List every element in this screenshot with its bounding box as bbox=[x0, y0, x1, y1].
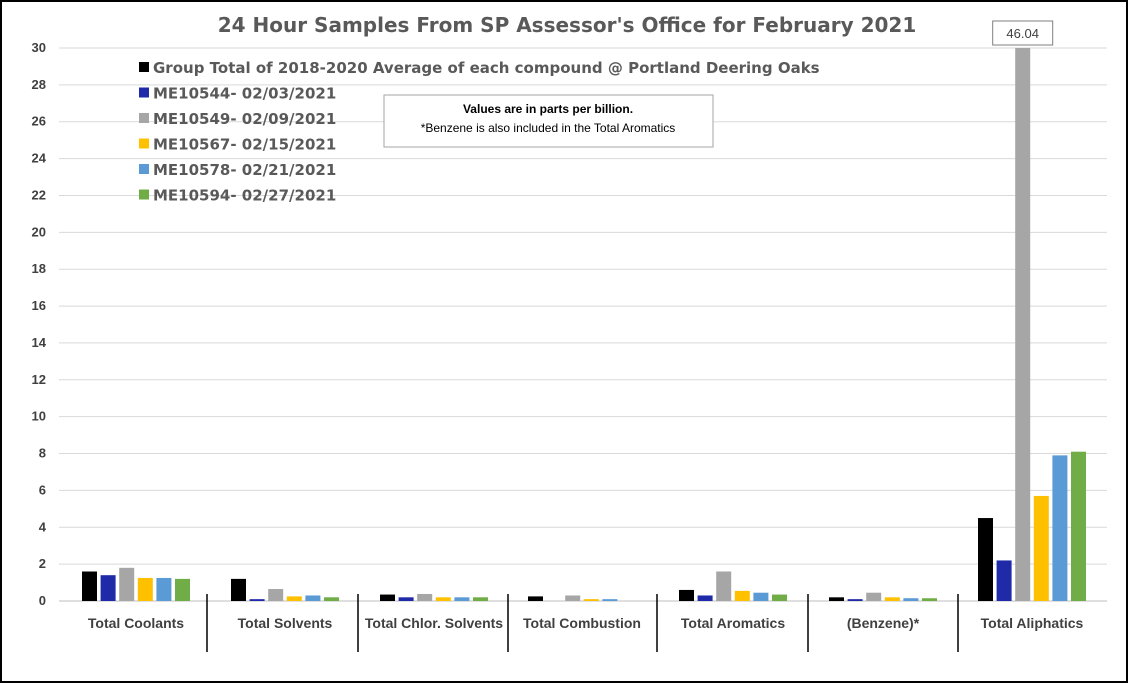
bar bbox=[399, 597, 414, 601]
legend-entry: ME10594- 02/27/2021 bbox=[153, 186, 337, 205]
y-tick-label: 12 bbox=[31, 371, 46, 387]
bar bbox=[885, 597, 900, 601]
bar bbox=[698, 595, 713, 601]
annotation-line-2: *Benzene is also included in the Total Aromatics bbox=[420, 121, 676, 135]
bar bbox=[175, 579, 190, 601]
y-tick-label: 28 bbox=[31, 76, 46, 92]
annotation-line-1: Values are in parts per billion. bbox=[462, 102, 634, 116]
legend-swatch bbox=[139, 164, 149, 174]
bar bbox=[565, 595, 580, 601]
y-tick-label: 8 bbox=[38, 445, 46, 461]
bar bbox=[584, 599, 599, 601]
bar bbox=[305, 595, 320, 601]
bar bbox=[417, 594, 432, 601]
bar bbox=[82, 572, 97, 601]
bar bbox=[716, 572, 731, 601]
legend-swatch bbox=[139, 88, 149, 98]
bar bbox=[528, 596, 543, 601]
x-tick-label: (Benzene)* bbox=[846, 615, 920, 631]
legend-swatch bbox=[139, 190, 149, 200]
bar bbox=[436, 597, 451, 601]
y-axis-ticks bbox=[32, 40, 47, 608]
bar bbox=[380, 595, 395, 601]
bar bbox=[324, 597, 339, 601]
bar bbox=[454, 597, 469, 601]
x-tick-label: Total Aromatics bbox=[680, 615, 786, 631]
legend-entry: ME10549- 02/09/2021 bbox=[153, 110, 337, 128]
y-tick-label: 26 bbox=[31, 113, 46, 129]
bar bbox=[829, 597, 844, 601]
x-tick-label: Total Aliphatics bbox=[980, 615, 1084, 631]
bar bbox=[753, 593, 768, 601]
bar bbox=[1015, 48, 1030, 601]
y-tick-label: 16 bbox=[31, 298, 46, 314]
bar bbox=[772, 595, 787, 601]
legend-entry: ME10567- 02/15/2021 bbox=[153, 135, 337, 154]
bar bbox=[1071, 452, 1086, 601]
y-tick-label: 0 bbox=[38, 593, 46, 608]
bar bbox=[268, 589, 283, 601]
y-tick-label: 22 bbox=[31, 187, 46, 203]
bar bbox=[287, 596, 302, 601]
legend-entry: ME10578- 02/21/2021 bbox=[153, 161, 337, 179]
legend-swatch bbox=[139, 62, 149, 72]
y-tick-label: 20 bbox=[31, 224, 46, 240]
x-tick-label: Total Coolants bbox=[87, 615, 185, 631]
legend-swatch bbox=[139, 113, 149, 123]
bar-chart bbox=[2, 2, 1126, 681]
bar bbox=[1034, 496, 1049, 601]
bar bbox=[101, 575, 116, 601]
bar bbox=[735, 591, 750, 601]
bar bbox=[156, 578, 171, 601]
y-tick-label: 2 bbox=[38, 556, 46, 572]
data-labels bbox=[993, 21, 1053, 45]
bar bbox=[250, 599, 265, 601]
x-tick-label: Total Combustion bbox=[523, 615, 641, 631]
y-tick-label: 24 bbox=[31, 150, 46, 166]
bar bbox=[922, 598, 937, 601]
bar bbox=[138, 578, 153, 601]
x-tick-label: Total Chlor. Solvents bbox=[364, 615, 504, 631]
bar bbox=[602, 599, 617, 601]
bar bbox=[903, 598, 918, 601]
data-label: 46.04 bbox=[1006, 26, 1039, 41]
annotation-box bbox=[384, 95, 713, 147]
y-tick-label: 14 bbox=[31, 334, 46, 350]
bar bbox=[997, 560, 1012, 601]
bar bbox=[679, 590, 694, 601]
bar bbox=[848, 599, 863, 601]
legend-entry: ME10544- 02/03/2021 bbox=[153, 84, 337, 103]
y-tick-label: 10 bbox=[31, 408, 46, 424]
bar bbox=[866, 593, 881, 601]
y-tick-label: 18 bbox=[31, 261, 46, 277]
bar bbox=[231, 579, 246, 601]
bar bbox=[119, 568, 134, 601]
x-axis bbox=[88, 594, 1084, 652]
y-tick-label: 6 bbox=[38, 482, 46, 498]
y-tick-label: 4 bbox=[38, 519, 46, 535]
x-tick-label: Total Solvents bbox=[237, 615, 333, 631]
bar bbox=[978, 518, 993, 601]
chart-title: 24 Hour Samples From SP Assessor's Office for February 2021 bbox=[217, 13, 917, 37]
bar bbox=[473, 597, 488, 601]
y-tick-label: 30 bbox=[31, 40, 46, 55]
legend-entry: Group Total of 2018-2020 Average of each compound @ Portland Deering Oaks bbox=[153, 59, 820, 77]
legend-swatch bbox=[139, 139, 149, 149]
bar bbox=[1052, 455, 1067, 601]
